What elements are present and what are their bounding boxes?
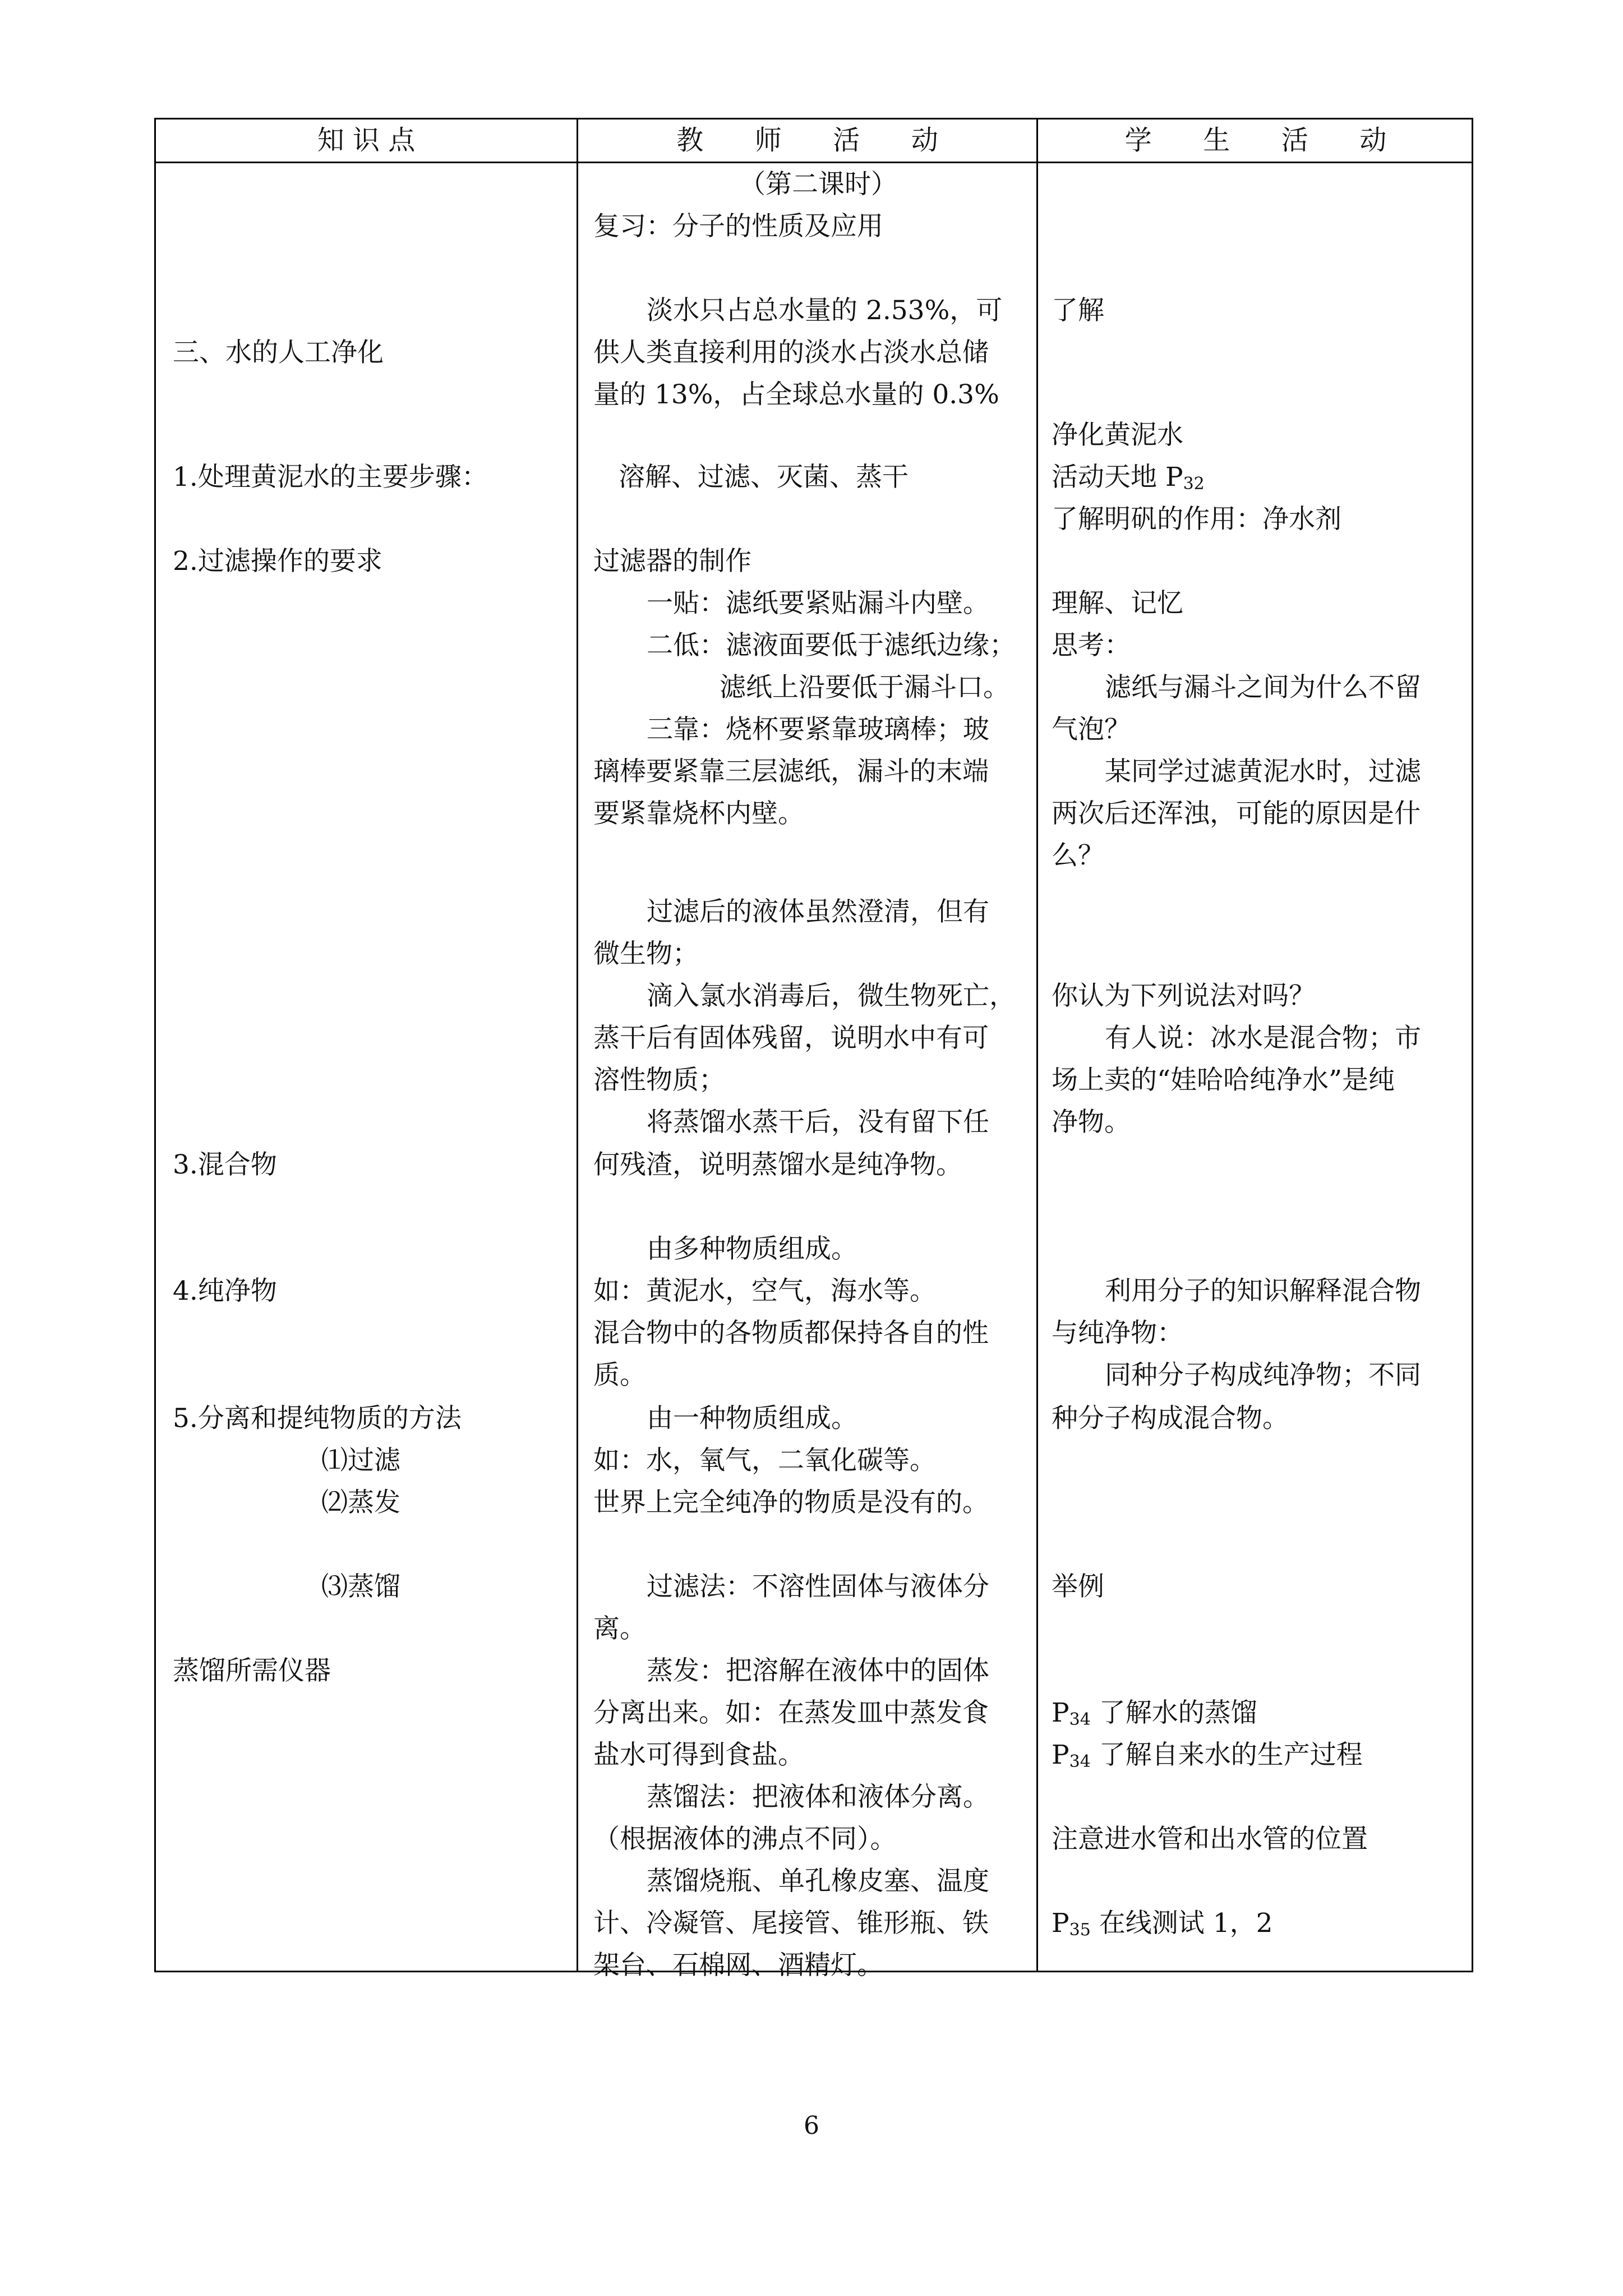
teacher-line: （第二课时） bbox=[739, 169, 897, 200]
teacher-line: （根据液体的沸点不同）。 bbox=[593, 1824, 897, 1855]
column-divider bbox=[1036, 119, 1038, 1971]
student-line: 举例 bbox=[1052, 1571, 1104, 1602]
student-line: 滤纸与漏斗之间为什么不留 bbox=[1105, 672, 1421, 703]
student-line: 某同学过滤黄泥水时，过滤 bbox=[1105, 756, 1421, 787]
teacher-line: 由一种物质组成。 bbox=[647, 1403, 857, 1434]
teacher-line: 世界上完全纯净的物质是没有的。 bbox=[593, 1487, 989, 1518]
knowledge-item: 4.纯净物 bbox=[173, 1276, 277, 1306]
student-line: 活动天地 $P_{32}$ bbox=[1052, 462, 1205, 494]
student-line: 了解 bbox=[1052, 295, 1104, 326]
student-line: 气泡？ bbox=[1052, 714, 1131, 745]
teacher-line: 蒸发：把溶解在液体中的固体 bbox=[647, 1655, 989, 1686]
student-line: 你认为下列说法对吗？ bbox=[1052, 981, 1315, 1011]
student-line: $P_{35}$ 在线测试 1，2 bbox=[1052, 1908, 1273, 1940]
teacher-line: 混合物中的各物质都保持各自的性 bbox=[593, 1318, 989, 1349]
teacher-line: 溶解、过滤、灭菌、蒸干 bbox=[619, 462, 909, 493]
student-line: 有人说：冰水是混合物；市 bbox=[1105, 1023, 1421, 1053]
teacher-line: 一贴：滤纸要紧贴漏斗内壁。 bbox=[647, 588, 989, 619]
teacher-line: 将蒸馏水蒸干后，没有留下任 bbox=[647, 1107, 989, 1138]
knowledge-item: 5.分离和提纯物质的方法 bbox=[173, 1403, 462, 1434]
student-line: 注意进水管和出水管的位置 bbox=[1052, 1824, 1368, 1855]
header-student: 学 生 活 动 bbox=[1124, 125, 1387, 156]
student-line: 利用分子的知识解释混合物 bbox=[1105, 1276, 1421, 1306]
knowledge-section: 三、水的人工净化 bbox=[173, 337, 384, 368]
teacher-line: 质。 bbox=[593, 1360, 646, 1391]
teacher-line: 滴入氯水消毒后，微生物死亡， bbox=[647, 981, 1016, 1011]
teacher-line: 计、冷凝管、尾接管、锥形瓶、铁 bbox=[593, 1908, 989, 1939]
column-divider bbox=[577, 119, 578, 1971]
teacher-line: 何残渣，说明蒸馏水是纯净物。 bbox=[593, 1149, 962, 1180]
teacher-line: 架台、石棉网、酒精灯。 bbox=[593, 1950, 883, 1981]
knowledge-subitem: ⑶蒸馏 bbox=[321, 1571, 400, 1602]
student-line: 了解明矾的作用：净水剂 bbox=[1052, 504, 1341, 535]
teacher-line: 璃棒要紧靠三层滤纸，漏斗的末端 bbox=[593, 756, 989, 787]
teacher-line: 过滤后的液体虽然澄清，但有 bbox=[647, 896, 989, 927]
student-line: 场上卖的“娃哈哈纯净水”是纯 bbox=[1052, 1065, 1395, 1096]
student-line: 两次后还浑浊，可能的原因是什 bbox=[1052, 798, 1421, 829]
teacher-line: 如：黄泥水，空气，海水等。 bbox=[593, 1276, 936, 1306]
page-number: 6 bbox=[804, 2111, 819, 2140]
student-line: 与纯净物： bbox=[1052, 1318, 1183, 1349]
teacher-line: 微生物； bbox=[593, 938, 699, 969]
header-teacher: 教 师 活 动 bbox=[676, 125, 938, 156]
student-line: 净化黄泥水 bbox=[1052, 420, 1183, 450]
student-line: 净物。 bbox=[1052, 1107, 1131, 1138]
header-knowledge: 知 识 点 bbox=[317, 125, 416, 156]
teacher-line: 滤纸上沿要低于漏斗口。 bbox=[720, 672, 1009, 703]
student-line: 同种分子构成纯净物；不同 bbox=[1105, 1360, 1421, 1391]
teacher-line: 蒸干后有固体残留，说明水中有可 bbox=[593, 1023, 989, 1053]
knowledge-item: 1.处理黄泥水的主要步骤： bbox=[173, 462, 488, 493]
student-line: 种分子构成混合物。 bbox=[1052, 1403, 1289, 1434]
teacher-line: 淡水只占总水量的 2.53%，可 bbox=[647, 295, 1003, 326]
teacher-line: 复习：分子的性质及应用 bbox=[593, 211, 883, 242]
teacher-line: 过滤法：不溶性固体与液体分 bbox=[647, 1571, 989, 1602]
teacher-line: 离。 bbox=[593, 1613, 646, 1644]
teacher-line: 如：水，氧气，二氧化碳等。 bbox=[593, 1445, 936, 1476]
student-line: $P_{34}$ 了解水的蒸馏 bbox=[1052, 1697, 1257, 1729]
teacher-line: 由多种物质组成。 bbox=[647, 1234, 857, 1264]
knowledge-item: 3.混合物 bbox=[173, 1149, 277, 1180]
teacher-line: 蒸馏法：把液体和液体分离。 bbox=[647, 1782, 989, 1812]
knowledge-subitem: ⑵蒸发 bbox=[321, 1487, 400, 1518]
student-line: 理解、记忆 bbox=[1052, 588, 1183, 619]
teacher-line: 供人类直接利用的淡水占淡水总储 bbox=[593, 337, 989, 368]
knowledge-subitem: ⑴过滤 bbox=[321, 1445, 400, 1476]
teacher-line: 溶性物质； bbox=[593, 1065, 725, 1096]
teacher-line: 三靠：烧杯要紧靠玻璃棒；玻 bbox=[647, 714, 989, 745]
teacher-line: 二低：滤液面要低于滤纸边缘； bbox=[647, 630, 1016, 661]
knowledge-item: 2.过滤操作的要求 bbox=[173, 546, 382, 577]
teacher-line: 过滤器的制作 bbox=[593, 546, 751, 577]
teacher-line: 盐水可得到食盐。 bbox=[593, 1740, 804, 1770]
student-line: 思考： bbox=[1052, 630, 1131, 661]
teacher-line: 要紧靠烧杯内壁。 bbox=[593, 798, 804, 829]
knowledge-item: 蒸馏所需仪器 bbox=[173, 1655, 331, 1686]
teacher-line: 分离出来。如：在蒸发皿中蒸发食 bbox=[593, 1697, 989, 1728]
student-line: $P_{34}$ 了解自来水的生产过程 bbox=[1052, 1740, 1363, 1772]
teacher-line: 量的 13%，占全球总水量的 0.3% bbox=[593, 379, 999, 410]
student-line: 么？ bbox=[1052, 840, 1104, 871]
lesson-table bbox=[154, 118, 1473, 1981]
teacher-line: 蒸馏烧瓶、单孔橡皮塞、温度 bbox=[647, 1866, 989, 1897]
